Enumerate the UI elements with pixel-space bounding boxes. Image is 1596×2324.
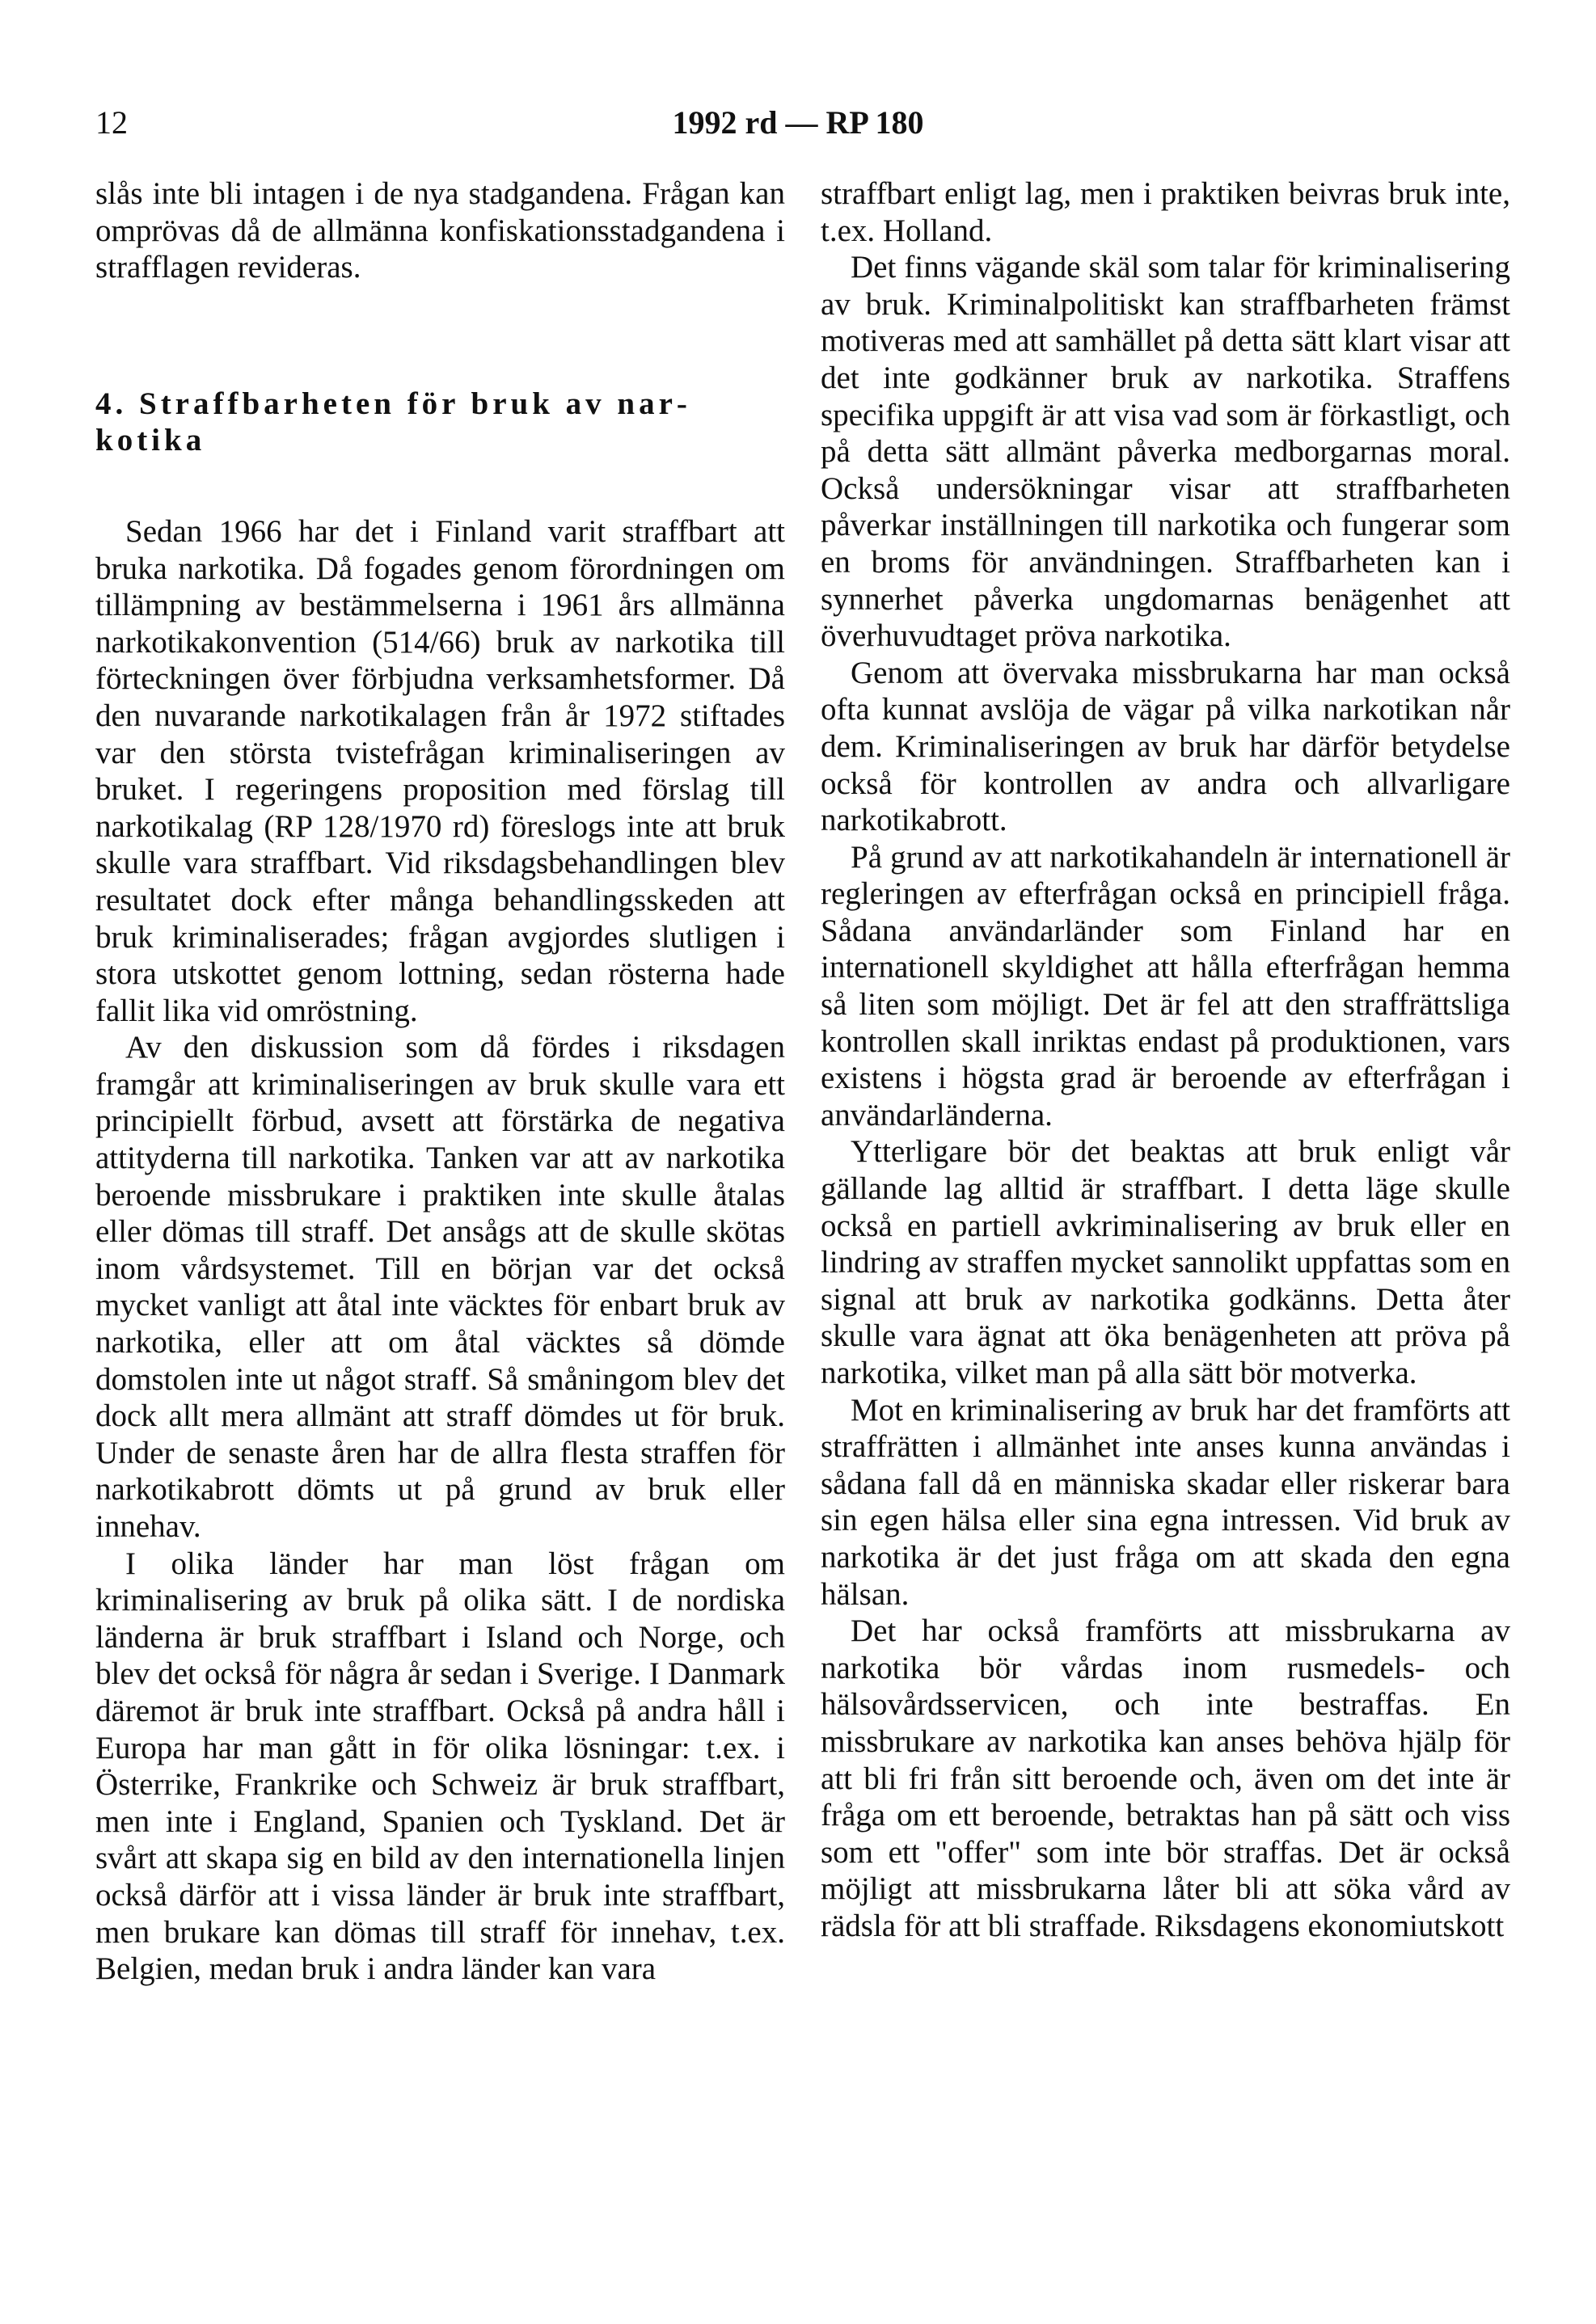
- intro-paragraph: slås inte bli intagen i de nya stadgandena. Frågan kan omprövas då de allmänna konfiskationsstadgandena i strafflagen revideras.: [95, 176, 785, 285]
- section-heading: 4. Straffbarheten för bruk av narkotika: [95, 386, 687, 458]
- paragraph: I olika länder har man löst frågan om kriminalisering av bruk på olika sätt. I de nordiska länderna är bruk straffbart i Island och Norge, och blev det också för några år sedan i Sverige. I Danmark däremot är bruk inte straffbart. Också på andra håll i Europa har man gått in för olika lösningar: t.ex. i Österrike, Frankrike och Schweiz är bruk straffbart, men inte i England, Spanien och Tyskland. Det är svårt att skapa sig en bild av den internationella linjen också därför att i vissa länder är bruk inte straffbart, men brukare kan dömas till straff för innehav, t.ex. Belgien, medan bruk i andra länder kan vara: [95, 1546, 785, 1987]
- paragraph: På grund av att narkotikahandeln är internationell är regleringen av efterfrågan också en principiell fråga. Sådana användarländer som Finland har en internationell skyldighet att hålla efterfrågan hemma så liten som möjligt. Det är fel att den straffrättsliga kontrollen skall inriktas endast på produktionen, vars existens i högsta grad är beroende av efterfrågan i användarländerna.: [821, 839, 1510, 1132]
- paragraph: Ytterligare bör det beaktas att bruk enligt vår gällande lag alltid är straffbart. I detta läge skulle också en partiell avkriminalisering av bruk eller en lindring av straffen mycket sannolikt uppfattas som en signal att bruk av narkotika godkänns. Detta åter skulle vara ägnat att öka benägenheten att pröva på narkotika, vilket man på alla sätt bör motverka.: [821, 1134, 1510, 1390]
- paragraph: Av den diskussion som då fördes i riksdagen framgår att kriminaliseringen av bruk skulle vara ett principiellt förbud, avsett att förstärka de negativa attityderna till narkotika. Tanken var att av narkotika beroende missbrukare i praktiken inte skulle åtalas eller dömas till straff. Det ansågs att de skulle skötas inom vårdsystemet. Till en början var det också mycket vanligt att åtal inte väcktes för enbart bruk av narkotika, eller att om åtal väcktes så dömde domstolen inte ut något straff. Så småningom blev det dock allt mera allmänt att straff dömdes ut för bruk. Under de senaste åren har de allra flesta straffen för narkotikabrott dömts ut på grund av bruk eller innehav.: [95, 1030, 785, 1544]
- paragraph: Mot en kriminalisering av bruk har det framförts att straffrätten i allmänhet inte anses kunna användas i sådana fall då en människa skadar eller riskerar bara sin egen hälsa eller sina egna intressen. Vid bruk av narkotika är det just fråga om att skada den egna hälsan.: [821, 1392, 1510, 1612]
- running-head: 1992 rd — RP 180: [672, 104, 924, 141]
- paragraph: Genom att övervaka missbrukarna har man också ofta kunnat avslöja de vägar på vilka narkotikan når dem. Kriminaliseringen av bruk har därför betydelse också för kontrollen av andra och allvarligare narkotikabrott.: [821, 655, 1510, 838]
- paragraph: Det har också framförts att missbrukarna av narkotika bör vårdas inom rusmedels- och hälsovårdsservicen, och inte bestraffas. En missbrukare av narkotika kan anses behöva hjälp för att bli fri från sitt beroende och, även om det inte är fråga om ett beroende, betraktas han på sätt och viss som ett "offer" som inte bör straffas. Det är också möjligt att missbrukarna låter bli att söka vård av rädsla för att bli straffade. Riksdagens ekonomiutskott: [821, 1613, 1510, 1943]
- left-column: [95, 175, 785, 1988]
- paragraph: Det finns vägande skäl som talar för kriminalisering av bruk. Kriminalpolitiskt kan straffbarheten främst motiveras med att samhället på detta sätt klart visar att det inte godkänner bruk av narkotika. Straffens specifika uppgift är att visa vad som är förkastligt, och på detta sätt allmänt påverka medborgarnas moral. Också undersökningar visar att straffbarheten påverkar inställningen till narkotika och fungerar som en broms för användningen. Straffbarheten kan i synnerhet påverka ungdomarnas benägenhet att överhuvudtaget pröva narkotika.: [821, 250, 1510, 654]
- right-column: [821, 175, 1510, 1945]
- paragraph: Sedan 1966 har det i Finland varit straffbart att bruka narkotika. Då fogades genom förordningen om tillämpning av bestämmelserna i 1961 års allmänna narkotikakonvention (514/66) bruk av narkotika till förteckningen över förbjudna verksamhetsformer. Då den nuvarande narkotikalagen från år 1972 stiftades var den största tvistefrågan kriminaliseringen av bruket. I regeringens proposition med förslag till narkotikalag (RP 128/1970 rd) föreslogs inte att bruk skulle vara straffbart. Vid riksdagsbehandlingen blev resultatet dock efter många behandlingsskeden att bruk kriminaliserades; frågan avgjordes slutligen i stora utskottet genom lottning, sedan rösterna hade fallit lika vid omröstning.: [95, 513, 785, 1028]
- continuation-paragraph: straffbart enligt lag, men i praktiken beivras bruk inte, t.ex. Holland.: [821, 176, 1510, 248]
- page-number: 12: [95, 104, 128, 141]
